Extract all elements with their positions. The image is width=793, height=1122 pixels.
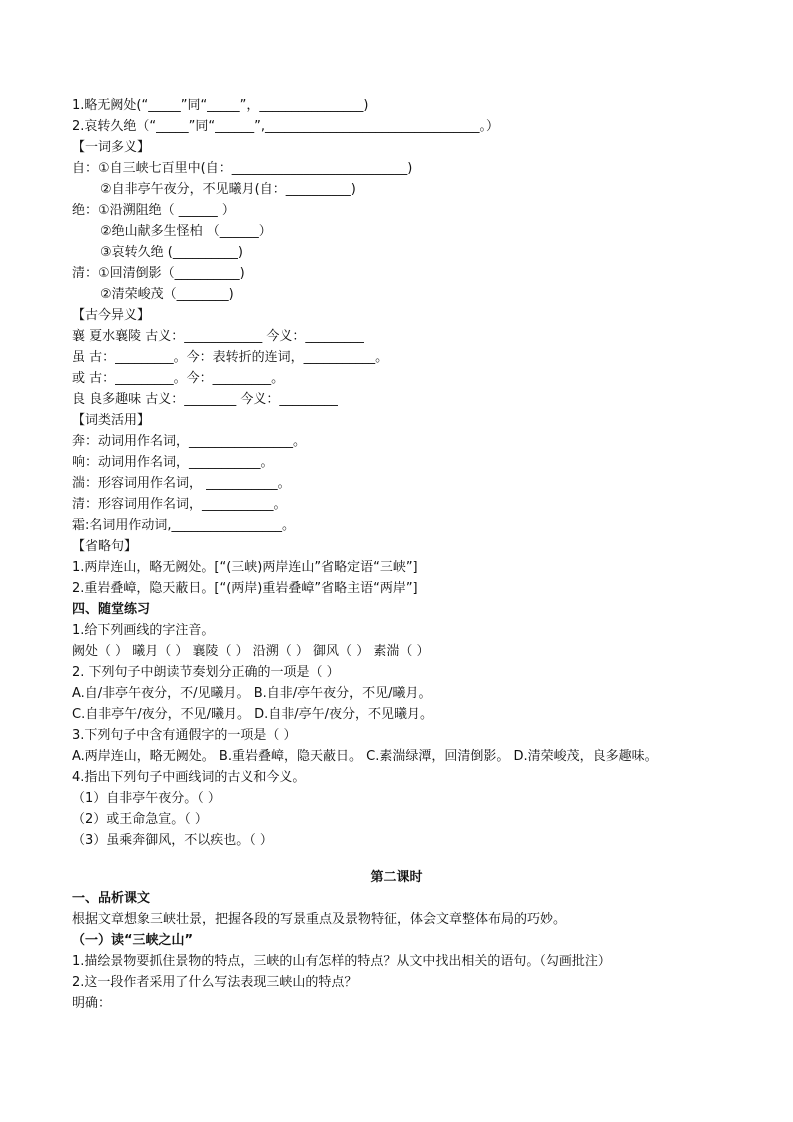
text-line: （1）自非亭午夜分。（ ）: [72, 791, 221, 806]
text-line: A.两岸连山，略无阙处。 B.重岩叠嶂，隐天蔽日。 C.素湍绿潭，回清倒影。 D.清荣峻茂，良多趣味。: [72, 749, 658, 764]
text-line: 响：动词用作名词，___________。: [72, 455, 274, 470]
text-line: 1.描绘景物要抓住景物的特点，三峡的山有怎样的特点？从文中找出相关的语句。（勾画批注）: [72, 954, 611, 969]
text-line: 2.重岩叠嶂，隐天蔽日。[“(两岸)重岩叠嶂”省略主语“两岸”]: [72, 581, 418, 596]
text-line: 2.哀转久绝（“_____”同“______”,_________________________________。）: [72, 119, 499, 134]
text-line: 绝：①沿溯阻绝（ ______ ）: [72, 203, 235, 218]
text-line: 【一词多义】: [72, 140, 151, 155]
text-line: 自：①自三峡七百里中(自：___________________________): [72, 161, 413, 176]
text-line: 清：①回清倒影（__________): [72, 266, 245, 281]
text-line: 或 古：_________。今：_________。: [72, 371, 285, 386]
text-line: 阙处（ ） 曦月（ ） 襄陵（ ） 沿溯（ ） 御风（ ） 素湍（ ）: [72, 644, 430, 659]
text-line: （3）虽乘奔御风，不以疾也。（ ）: [72, 833, 273, 848]
text-line: 2. 下列句子中朗读节奏划分正确的一项是（ ）: [72, 665, 340, 680]
text-line: 良 良多趣味 古义：________ 今义：_________: [72, 392, 338, 407]
text-line: 明确：: [72, 996, 112, 1011]
text-line: ②自非亭午夜分，不见曦月(自：__________): [100, 182, 356, 197]
text-line: ②清荣峻茂（________): [100, 287, 234, 302]
text-line: 湍：形容词用作名词， ___________。: [72, 476, 291, 491]
text-line: 奔：动词用作名词，________________。: [72, 434, 307, 449]
text-line: 【词类活用】: [72, 413, 151, 428]
text-line: 襄 夏水襄陵 古义：____________ 今义：_________: [72, 329, 364, 344]
text-line: 2.这一段作者采用了什么写法表现三峡山的特点？: [72, 975, 358, 990]
text-line: 一、品析课文: [72, 891, 151, 906]
text-line: 第二课时: [370, 870, 423, 885]
text-line: 1.略无阙处(“_____”同“_____”，________________): [72, 98, 369, 113]
text-line: 根据文章想象三峡壮景，把握各段的写景重点及景物特征，体会文章整体布局的巧妙。: [72, 912, 567, 927]
text-line: C.自非亭午/夜分，不见/曦月。 D.自非/亭午/夜分，不见曦月。: [72, 707, 434, 722]
text-line: ③哀转久绝 (__________): [100, 245, 243, 260]
text-line: 四、随堂练习: [72, 602, 151, 617]
text-line: 【省略句】: [72, 539, 138, 554]
text-line: 霜:名词用作动词,_________________。: [72, 518, 296, 533]
text-line: （2）或王命急宣。（ ）: [72, 812, 208, 827]
text-line: 4.指出下列句子中画线词的古义和今义。: [72, 770, 306, 785]
text-line: 3.下列句子中含有通假字的一项是（ ）: [72, 728, 297, 743]
text-line: （一）读“三峡之山”: [72, 933, 194, 948]
text-line: 清：形容词用作名词，___________。: [72, 497, 287, 512]
text-line: ②绝山献多生怪柏 （______）: [100, 224, 272, 239]
text-line: 1.两岸连山，略无阙处。[“(三峡)两岸连山”省略定语“三峡”]: [72, 560, 418, 575]
text-line: 虽 古：_________。今：表转折的连词，___________。: [72, 350, 389, 365]
text-line: 1.给下列画线的字注音。: [72, 623, 215, 638]
text-line: A.自/非亭午夜分，不/见曦月。 B.自非/亭午夜分，不见/曦月。: [72, 686, 432, 701]
text-line: 【古今异义】: [72, 308, 151, 323]
